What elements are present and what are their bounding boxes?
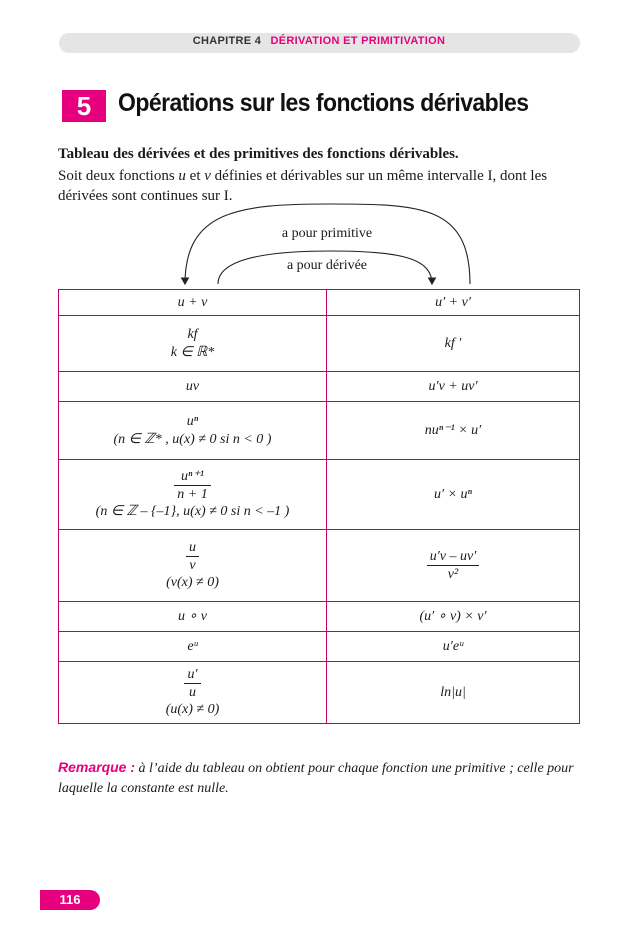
table-cell: kf ′ bbox=[327, 316, 580, 372]
table-cell: u′ × uⁿ bbox=[327, 460, 580, 530]
intro-var-v: v bbox=[204, 168, 211, 184]
table-cell: u′v + uv′ bbox=[327, 372, 580, 402]
intro-var-u: u bbox=[178, 168, 186, 184]
section-title: Opérations sur les fonctions dérivables bbox=[118, 89, 529, 117]
table-row bbox=[59, 290, 580, 316]
fraction-denominator: v² bbox=[447, 567, 459, 582]
fraction bbox=[174, 468, 210, 503]
fraction-numerator: u bbox=[186, 539, 199, 557]
table-cell: uv bbox=[59, 372, 327, 402]
table-cell: ln|u| bbox=[327, 662, 580, 724]
section-number: 5 bbox=[62, 90, 106, 122]
cell-line: (u(x) ≠ 0) bbox=[165, 702, 220, 717]
table-cell: eᵘ bbox=[59, 632, 327, 662]
remark-label: Remarque : bbox=[58, 759, 136, 775]
fraction-denominator: u bbox=[189, 685, 196, 700]
primitive-label: a pour primitive bbox=[281, 226, 373, 241]
table-cell: u ∘ v bbox=[59, 602, 327, 632]
intro-paragraph bbox=[58, 166, 583, 206]
table-row bbox=[59, 662, 580, 724]
fraction-numerator: uⁿ⁺¹ bbox=[174, 468, 210, 486]
fraction-denominator: v bbox=[189, 558, 196, 573]
table-row bbox=[59, 460, 580, 530]
running-header bbox=[0, 35, 638, 47]
derivatives-table bbox=[58, 289, 580, 724]
cell-line: k ∈ ℝ* bbox=[170, 344, 215, 360]
table-cell bbox=[59, 530, 327, 602]
table-cell bbox=[59, 662, 327, 724]
table-cell: (u′ ∘ v) × v′ bbox=[327, 602, 580, 632]
cell-line: uⁿ bbox=[186, 413, 199, 429]
derivative-label: a pour dérivée bbox=[286, 258, 368, 273]
page-number: 116 bbox=[40, 890, 100, 910]
remark-text: à l’aide du tableau on obtient pour chaque fonction une primitive ; celle pour laquelle la constante est nulle. bbox=[58, 761, 574, 796]
fraction bbox=[427, 548, 480, 583]
cell-line: (n ∈ ℤ – {–1}, u(x) ≠ 0 si n < –1 ) bbox=[95, 504, 290, 519]
table-row bbox=[59, 530, 580, 602]
fraction-numerator: u′ bbox=[184, 666, 200, 684]
table-cell: u + v bbox=[59, 290, 327, 316]
remark bbox=[58, 757, 588, 799]
table-cell: u′eᵘ bbox=[327, 632, 580, 662]
cell-line: (v(x) ≠ 0) bbox=[166, 575, 219, 590]
table-cell: nuⁿ⁻¹ × u′ bbox=[327, 402, 580, 460]
fraction bbox=[186, 539, 199, 574]
cell-line: kf bbox=[187, 326, 198, 342]
table-row bbox=[59, 372, 580, 402]
intro-text-1: Soit deux fonctions bbox=[58, 168, 175, 184]
chapter-title: DÉRIVATION ET PRIMITIVATION bbox=[270, 35, 446, 47]
intro-heading: Tableau des dérivées et des primitives des fonctions dérivables. bbox=[58, 146, 459, 162]
table-row bbox=[59, 402, 580, 460]
fraction-numerator: u′v – uv′ bbox=[427, 548, 480, 566]
fraction-denominator: n + 1 bbox=[177, 487, 208, 502]
table-cell: u′ + v′ bbox=[327, 290, 580, 316]
table-row bbox=[59, 316, 580, 372]
chapter-label: CHAPITRE 4 bbox=[192, 35, 262, 47]
table-cell bbox=[59, 316, 327, 372]
cell-line: (n ∈ ℤ* , u(x) ≠ 0 si n < 0 ) bbox=[113, 431, 272, 447]
table-cell bbox=[327, 530, 580, 602]
intro-text-and: et bbox=[189, 168, 201, 184]
table-cell bbox=[59, 402, 327, 460]
table-row bbox=[59, 602, 580, 632]
intro-text-2: définies et dérivables sur un même intervalle I, dont les dérivées sont continues sur I. bbox=[58, 168, 548, 204]
fraction bbox=[184, 666, 200, 701]
table-cell bbox=[59, 460, 327, 530]
table-row bbox=[59, 632, 580, 662]
